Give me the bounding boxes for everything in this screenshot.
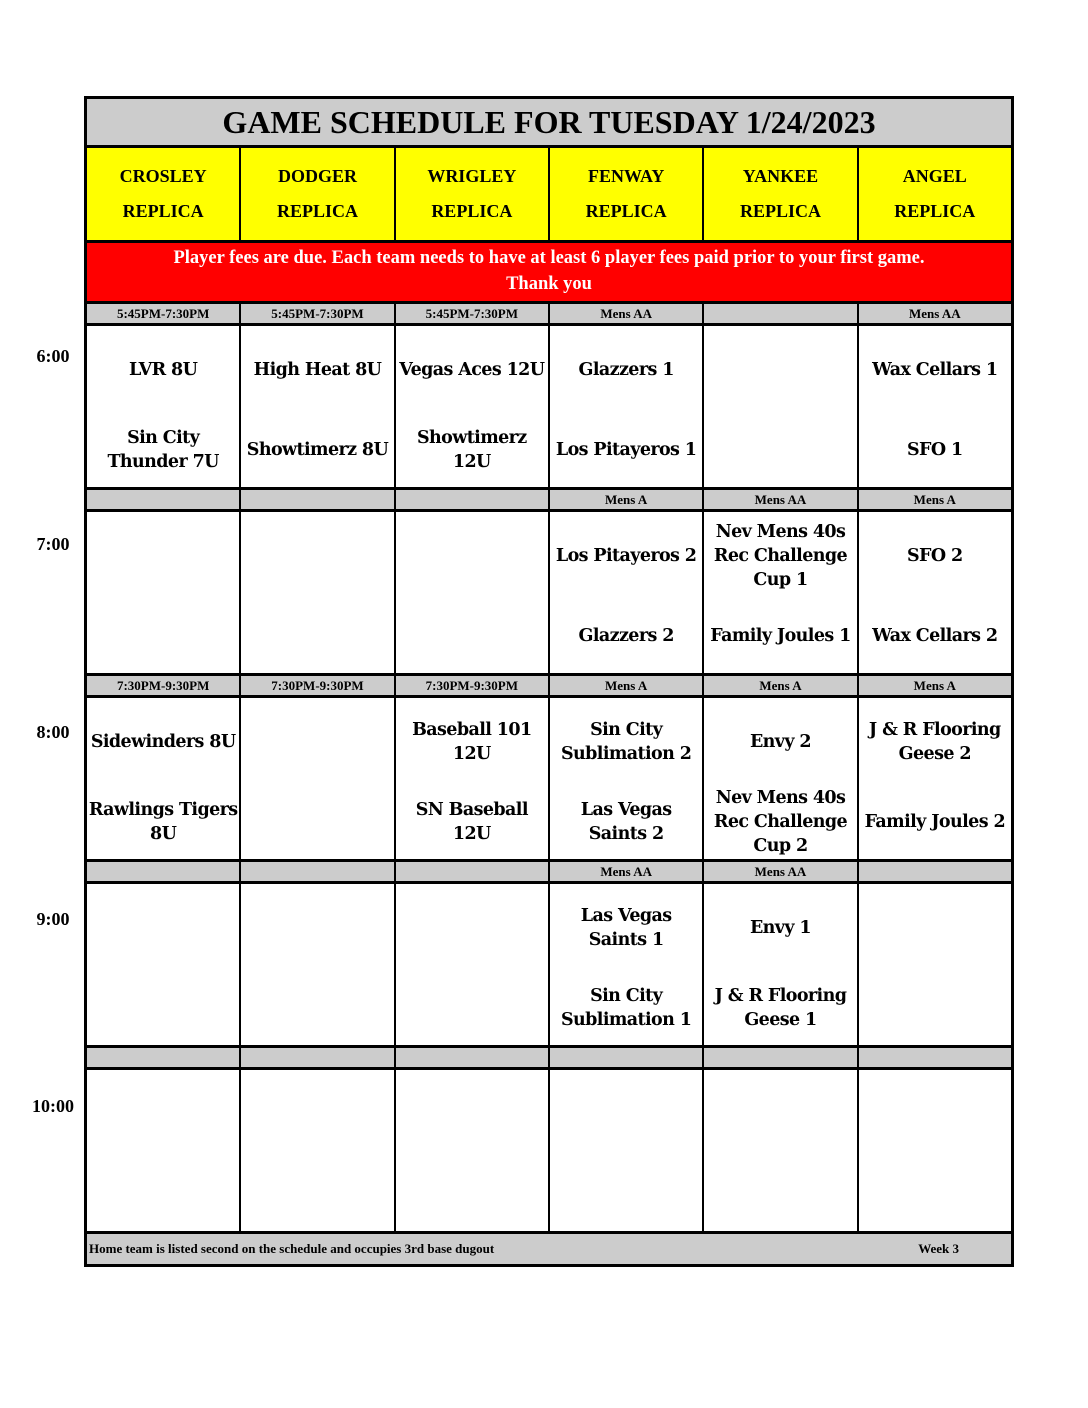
division-header: 5:45PM-7:30PM [241,304,395,326]
division-header [87,490,241,512]
away-team: Nev Mens 40s Rec Challenge Cup 1 [713,522,848,590]
away-team-box [87,904,239,952]
away-team: High Heat 8U [253,360,382,380]
division-header-row [87,676,1011,698]
away-team-box [859,346,1011,394]
division-header [396,1048,550,1070]
footer-note: Home team is listed second on the schedule and occupies 3rd base dugout [89,1241,495,1256]
game-cell [396,1070,550,1234]
home-team-box [704,612,856,660]
division-header: 7:30PM-9:30PM [396,676,550,698]
division-header-row [87,1048,1011,1070]
game-row [87,884,1011,1048]
game-cell [859,884,1011,1048]
away-team-box [859,904,1011,952]
field-crosley [87,148,241,243]
schedule-title: GAME SCHEDULE FOR TUESDAY 1/24/2023 [87,99,1011,148]
away-team: Los Pitayeros 2 [555,546,697,566]
home-team-box [859,612,1011,660]
away-team: Baseball 101 12U [412,720,532,764]
home-team: Los Pitayeros 1 [555,440,697,460]
field-name: WRIGLEY [427,166,517,186]
home-team-box [241,612,393,660]
game-cell [396,326,550,490]
field-header-row [87,148,1011,243]
away-team: Sidewinders 8U [90,732,236,752]
division-header: 7:30PM-9:30PM [87,676,241,698]
division-header: Mens AA [704,490,858,512]
time-label: 6:00 [36,346,70,366]
game-cell [396,512,550,676]
field-sub: REPLICA [585,201,667,221]
division-header-row [87,862,1011,884]
away-team-box [704,904,856,952]
game-cell [550,884,704,1048]
field-sub: REPLICA [739,201,821,221]
away-team-box [87,532,239,580]
away-team-box [241,1090,393,1138]
home-team-box [241,984,393,1032]
away-team-box [550,904,702,952]
home-team-box [396,984,548,1032]
home-team-box [704,426,856,474]
away-team: Envy 1 [749,918,812,938]
home-team-box [550,426,702,474]
home-team: SFO 1 [907,440,963,460]
home-team-box [550,1170,702,1218]
division-header: Mens A [550,676,704,698]
game-cell [859,512,1011,676]
game-row [87,698,1011,862]
away-team-box [550,718,702,766]
away-team-box [859,532,1011,580]
home-team-box [241,1170,393,1218]
home-team-box [87,612,239,660]
away-team: SFO 2 [907,546,963,566]
division-header [859,1048,1011,1070]
game-cell [241,512,395,676]
away-team-box [704,346,856,394]
field-yankee [704,148,858,243]
game-cell [704,1070,858,1234]
game-cell [859,1070,1011,1234]
game-cell [87,512,241,676]
home-team: Rawlings Tigers 8U [88,800,238,844]
field-wrigley [396,148,550,243]
away-team: J & R Flooring Geese 2 [868,720,1001,764]
away-team-box [859,718,1011,766]
away-team-box [241,532,393,580]
away-team: Glazzers 1 [578,360,674,380]
game-cell [241,1070,395,1234]
division-header: Mens AA [704,862,858,884]
away-team-box [87,1090,239,1138]
away-team-box [396,532,548,580]
division-header [87,1048,241,1070]
game-cell [241,884,395,1048]
away-team: Vegas Aces 12U [399,360,545,380]
away-team: Sin City Sublimation 2 [560,720,692,764]
division-header-row [87,490,1011,512]
game-cell [550,512,704,676]
game-row [87,1070,1011,1234]
home-team: Wax Cellars 2 [872,626,998,646]
field-name: YANKEE [742,166,819,186]
fee-notice-line1: Player fees are due. Each team needs to have at least 6 player fees paid prior to your first game. [173,248,925,268]
away-team-box [550,532,702,580]
time-label: 8:00 [36,722,70,742]
away-team: Las Vegas Saints 1 [580,906,672,950]
division-header [704,1048,858,1070]
game-row [87,512,1011,676]
field-sub: REPLICA [122,201,204,221]
week-label: Week 3 [918,1241,959,1256]
away-team-box [550,346,702,394]
game-cell [704,512,858,676]
home-team-box [87,1170,239,1218]
home-team: SN Baseball 12U [415,800,528,844]
time-label: 10:00 [32,1096,74,1116]
division-header [396,490,550,512]
fee-notice [87,243,1011,304]
field-name: FENWAY [587,166,665,186]
home-team: Sin City Sublimation 1 [560,986,692,1030]
division-header [550,1048,704,1070]
field-name: DODGER [277,166,357,186]
division-header-row [87,304,1011,326]
game-cell [241,326,395,490]
division-header: Mens AA [550,304,704,326]
home-team-box [859,984,1011,1032]
time-slots [87,304,1011,1234]
game-cell [396,884,550,1048]
division-header [241,1048,395,1070]
field-angel [859,148,1011,243]
home-team-box [396,612,548,660]
field-sub: REPLICA [276,201,358,221]
away-team-box [396,346,548,394]
fee-notice-line2: Thank you [506,274,592,294]
home-team: Glazzers 2 [578,626,674,646]
home-team: J & R Flooring Geese 1 [714,986,847,1030]
game-row [87,326,1011,490]
division-header: Mens AA [550,862,704,884]
away-team-box [87,346,239,394]
home-team-box [550,612,702,660]
division-header: 5:45PM-7:30PM [87,304,241,326]
game-cell [704,884,858,1048]
home-team-box [241,426,393,474]
game-cell [87,884,241,1048]
home-team-box [550,798,702,846]
home-team: Family Joules 2 [864,812,1006,832]
home-team: Showtimerz 12U [417,428,527,472]
home-team-box [704,984,856,1032]
game-cell [704,698,858,862]
schedule-table [84,96,1014,1267]
division-header [396,862,550,884]
division-header: Mens AA [859,304,1011,326]
home-team-box [87,984,239,1032]
footer [87,1234,1011,1264]
away-team-box [396,904,548,952]
away-team-box [704,718,856,766]
division-header [241,490,395,512]
home-team: Family Joules 1 [710,626,851,646]
game-cell [396,698,550,862]
home-team-box [87,426,239,474]
home-team-box [550,984,702,1032]
away-team-box [859,1090,1011,1138]
division-header [859,862,1011,884]
division-header [704,304,858,326]
home-team-box [396,426,548,474]
home-team-box [859,1170,1011,1218]
field-dodger [241,148,395,243]
home-team-box [396,1170,548,1218]
game-cell [87,326,241,490]
away-team-box [241,904,393,952]
division-header: Mens A [704,676,858,698]
away-team-box [241,346,393,394]
away-team-box [87,718,239,766]
division-header: Mens A [550,490,704,512]
game-cell [704,326,858,490]
home-team-box [859,798,1011,846]
division-header [241,862,395,884]
field-fenway [550,148,704,243]
away-team-box [550,1090,702,1138]
away-team: Wax Cellars 1 [872,360,998,380]
division-header: Mens A [859,676,1011,698]
game-cell [550,1070,704,1234]
home-team-box [704,1170,856,1218]
field-name: CROSLEY [119,166,207,186]
away-team: LVR 8U [129,360,198,380]
away-team-box [396,1090,548,1138]
game-cell [241,698,395,862]
home-team-box [859,426,1011,474]
game-cell [859,698,1011,862]
home-team: Las Vegas Saints 2 [580,800,672,844]
away-team-box [241,718,393,766]
away-team-box [396,718,548,766]
game-cell [859,326,1011,490]
game-cell [87,1070,241,1234]
game-cell [87,698,241,862]
away-team-box [704,522,856,590]
game-cell [550,698,704,862]
division-header: 7:30PM-9:30PM [241,676,395,698]
home-team: Showtimerz 8U [246,440,389,460]
home-team-box [87,798,239,846]
home-team: Nev Mens 40s Rec Challenge Cup 2 [713,788,848,856]
home-team-box [396,798,548,846]
away-team-box [704,1090,856,1138]
field-sub: REPLICA [431,201,513,221]
home-team-box [241,798,393,846]
home-team-box [704,788,856,856]
game-cell [550,326,704,490]
field-sub: REPLICA [894,201,976,221]
home-team: Sin City Thunder 7U [107,428,219,472]
time-label: 9:00 [36,909,70,929]
division-header: 5:45PM-7:30PM [396,304,550,326]
division-header: Mens A [859,490,1011,512]
field-name: ANGEL [902,166,967,186]
time-label: 7:00 [36,534,70,554]
away-team: Envy 2 [749,732,812,752]
division-header [87,862,241,884]
